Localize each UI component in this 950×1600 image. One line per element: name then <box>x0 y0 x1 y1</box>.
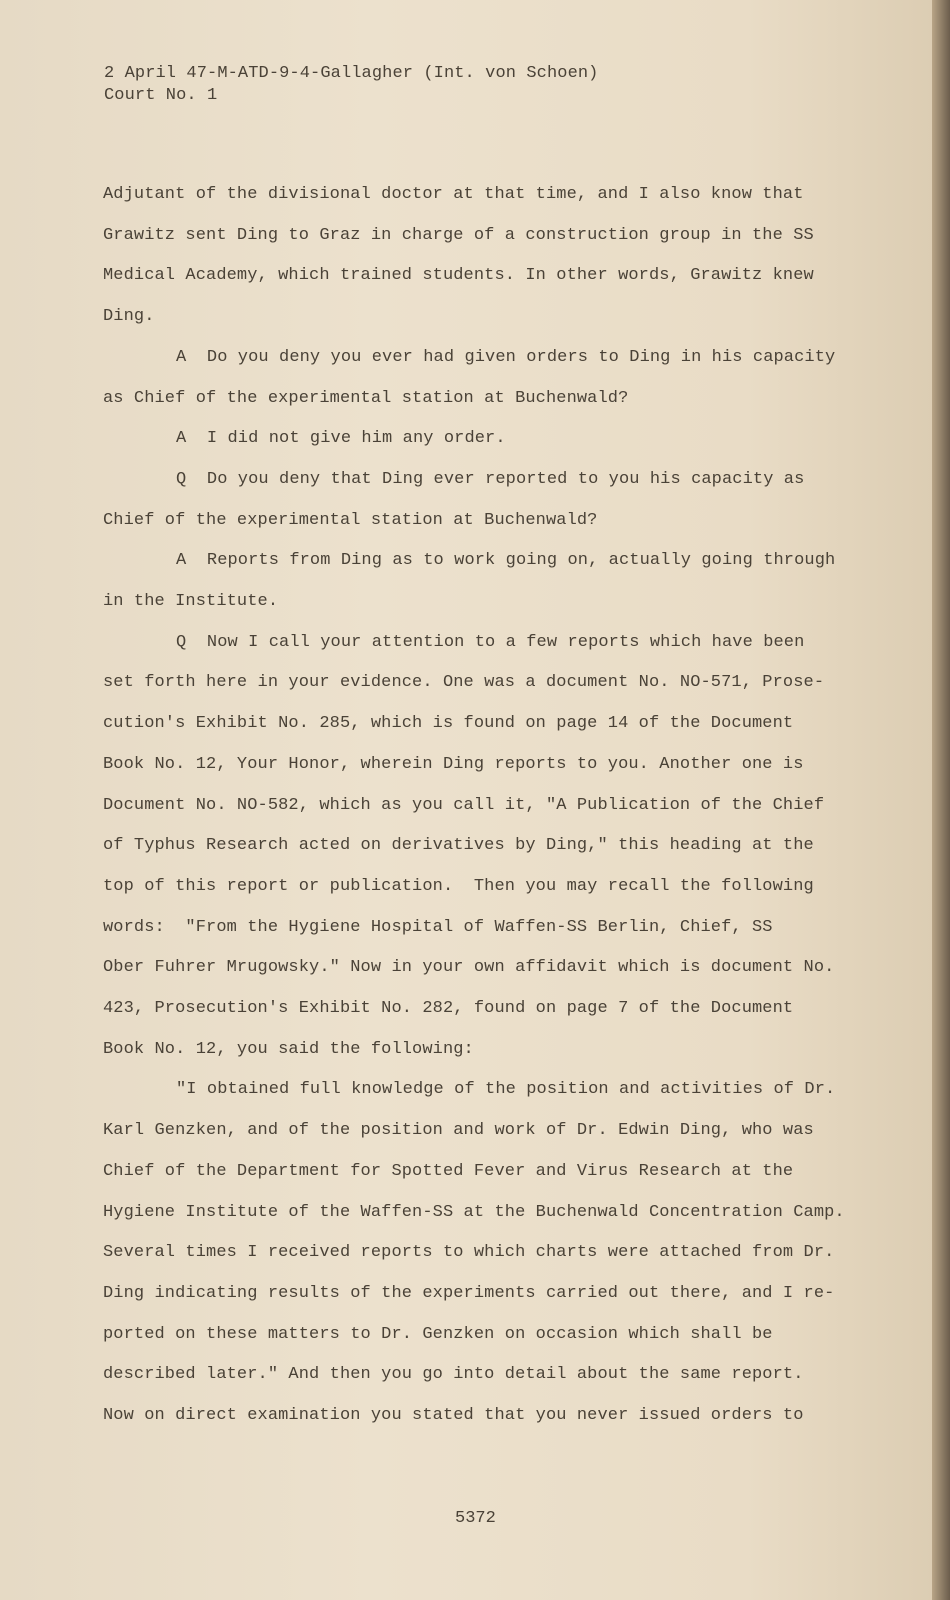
text-line: A I did not give him any order. <box>176 429 506 449</box>
header-line-1: 2 April 47-M-ATD-9-4-Gallagher (Int. von Schoen) <box>104 64 599 83</box>
text-line: A Do you deny you ever had given orders to Ding in his capacity <box>176 347 836 367</box>
header-line-2: Court No. 1 <box>104 86 218 105</box>
text-line: Hygiene Institute of the Waffen-SS at the Buchenwald Concentration Camp. <box>103 1202 845 1222</box>
text-line: 423, Prosecution's Exhibit No. 282, found on page 7 of the Document <box>103 999 794 1018</box>
text-line: Several times I received reports to which charts were attached from Dr. <box>103 1243 835 1263</box>
page-number: 5372 <box>455 1509 496 1528</box>
text-line: Medical Academy, which trained students. In other words, Grawitz knew <box>103 266 814 286</box>
text-line: described later." And then you go into detail about the same report. <box>103 1365 804 1385</box>
text-line: Grawitz sent Ding to Graz in charge of a construction group in the SS <box>103 225 814 245</box>
text-line: Document No. NO-582, which as you call it, "A Publication of the Chief <box>103 795 825 815</box>
text-line: Ding. <box>103 307 155 327</box>
text-line: Book No. 12, Your Honor, wherein Ding reports to you. Another one is <box>103 754 804 774</box>
text-line: Now on direct examination you stated that you never issued orders to <box>103 1406 804 1425</box>
text-line: top of this report or publication. Then you may recall the following <box>103 876 814 896</box>
text-line: of Typhus Research acted on derivatives by Ding," this heading at the <box>103 836 814 856</box>
text-line: Karl Genzken, and of the position and work of Dr. Edwin Ding, who was <box>103 1121 814 1141</box>
text-line: Chief of the experimental station at Buchenwald? <box>103 510 598 530</box>
text-line: Adjutant of the divisional doctor at that time, and I also know that <box>103 185 804 204</box>
text-line: A Reports from Ding as to work going on, actually going through <box>176 551 836 571</box>
text-line: Ober Fuhrer Mrugowsky." Now in your own affidavit which is document No. <box>103 958 835 978</box>
text-line: cution's Exhibit No. 285, which is found on page 14 of the Document <box>103 714 794 734</box>
text-line: Q Do you deny that Ding ever reported to you his capacity as <box>176 469 805 489</box>
text-line: Q Now I call your attention to a few reports which have been <box>176 632 805 652</box>
text-line: "I obtained full knowledge of the position and activities of Dr. <box>176 1080 836 1100</box>
text-line: Ding indicating results of the experiments carried out there, and I re- <box>103 1283 835 1303</box>
page-edge <box>932 0 950 1600</box>
text-line: set forth here in your evidence. One was a document No. NO-571, Prose- <box>103 673 825 693</box>
text-line: ported on these matters to Dr. Genzken on occasion which shall be <box>103 1324 773 1344</box>
text-line: as Chief of the experimental station at Buchenwald? <box>103 388 629 408</box>
text-line: Chief of the Department for Spotted Fever and Virus Research at the <box>103 1161 794 1181</box>
text-line: words: "From the Hygiene Hospital of Waffen-SS Berlin, Chief, SS <box>103 917 773 937</box>
text-line: in the Institute. <box>103 592 279 611</box>
text-line: Book No. 12, you said the following: <box>103 1039 474 1059</box>
